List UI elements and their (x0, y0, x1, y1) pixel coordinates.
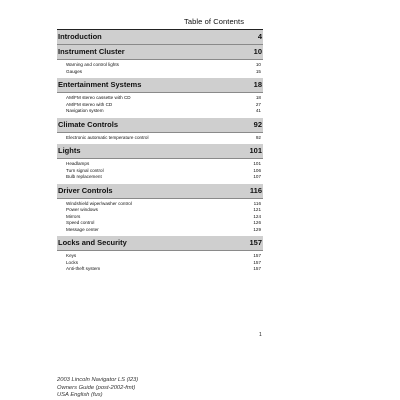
toc-section-header[interactable] (57, 236, 263, 251)
toc-entry-page: 157 (253, 259, 261, 265)
toc-entry-label[interactable]: Message center (66, 226, 99, 232)
toc-section-header[interactable] (57, 78, 263, 93)
toc-entry-page: 106 (253, 167, 261, 173)
footer-guide-line: Owners Guide (post-2002-fmt) (57, 384, 136, 391)
toc-entry-page: 101 (253, 161, 261, 166)
toc-section-page: 92 (253, 119, 262, 129)
toc-section-title[interactable]: Locks and Security (58, 238, 127, 247)
toc-entry-label[interactable]: Anti-theft system (66, 266, 101, 271)
toc-section-title[interactable]: Driver Controls (58, 185, 113, 195)
toc-entry-label[interactable]: Windshield wiper/washer control (66, 200, 132, 206)
toc-entry-label[interactable]: Locks (66, 259, 79, 265)
toc-entry-label[interactable]: AM/FM stereo cassette with CD (66, 95, 131, 100)
toc-entry-page: 124 (253, 213, 261, 219)
toc-entry-list (57, 93, 263, 118)
toc-section-header[interactable] (57, 30, 263, 45)
toc-entry-page: 15 (255, 68, 261, 74)
page-number: 1 (259, 332, 262, 338)
toc-entry-label[interactable]: Gauges (66, 68, 83, 74)
toc-section-title[interactable]: Lights (58, 146, 81, 155)
toc-entry-label[interactable]: Mirrors (66, 213, 81, 219)
table-of-contents (57, 29, 263, 276)
toc-entry-page: 121 (253, 207, 261, 212)
toc-entry-list (57, 159, 263, 184)
toc-entry-page: 92 (255, 134, 261, 140)
toc-entry-page: 41 (255, 108, 261, 113)
toc-entry-page: 27 (255, 101, 261, 107)
toc-entry-page: 116 (253, 200, 261, 206)
toc-section-header[interactable] (57, 118, 263, 133)
toc-section-header[interactable] (57, 45, 263, 60)
toc-entry-list (57, 60, 263, 78)
footer-language-line: USA English (fus) (57, 392, 103, 399)
toc-section-title[interactable]: Introduction (58, 32, 102, 41)
toc-section-title[interactable]: Instrument Cluster (58, 47, 125, 56)
toc-entry-list (57, 251, 263, 276)
page-title: Table of Contents (184, 17, 245, 26)
toc-section-page: 18 (253, 80, 262, 89)
toc-entry[interactable] (57, 174, 263, 181)
toc-entry-label[interactable]: Bulb replacement (66, 174, 102, 179)
toc-entry-page: 157 (253, 266, 261, 271)
toc-entry-page: 126 (253, 220, 261, 225)
toc-entry-list (57, 199, 263, 237)
toc-entry-label[interactable]: Turn signal control (66, 167, 104, 173)
footer-vehicle-line: 2003 Lincoln Navigator LS (l23) (57, 377, 139, 383)
toc-entry-page: 107 (253, 174, 261, 179)
toc-section-header[interactable] (57, 144, 263, 159)
toc-entry-page: 157 (253, 253, 261, 258)
toc-entry[interactable] (57, 227, 263, 234)
footer (57, 377, 138, 400)
toc-entry-label[interactable]: Speed control (66, 220, 95, 225)
toc-entry-page: 18 (255, 95, 261, 100)
toc-entry-label[interactable]: Electronic automatic temperature control (66, 134, 149, 140)
toc-section-page: 101 (249, 146, 262, 155)
toc-entry[interactable] (57, 108, 263, 115)
toc-entry[interactable] (57, 69, 263, 76)
toc-section-page: 10 (253, 47, 262, 56)
toc-entry-label[interactable]: Headlamps (66, 161, 90, 166)
toc-entry-label[interactable]: AM/FM stereo with CD (66, 101, 113, 107)
toc-entry-page: 129 (253, 226, 261, 232)
toc-entry[interactable] (57, 135, 263, 142)
toc-entry-label[interactable]: Navigation system (66, 108, 104, 113)
toc-section-title[interactable]: Climate Controls (58, 119, 119, 129)
toc-entry-label[interactable]: Power windows (66, 207, 98, 212)
toc-section-header[interactable] (57, 184, 263, 199)
toc-section-page: 157 (249, 238, 262, 247)
toc-entry-list (57, 133, 263, 145)
toc-entry-label[interactable]: Keys (66, 253, 77, 258)
toc-entry[interactable] (57, 266, 263, 273)
toc-section-page: 116 (249, 185, 262, 195)
toc-entry-label[interactable]: Warning and control lights (66, 62, 119, 67)
toc-section-page: 4 (257, 32, 262, 41)
toc-section-title[interactable]: Entertainment Systems (58, 80, 142, 89)
toc-entry-page: 10 (255, 62, 261, 67)
